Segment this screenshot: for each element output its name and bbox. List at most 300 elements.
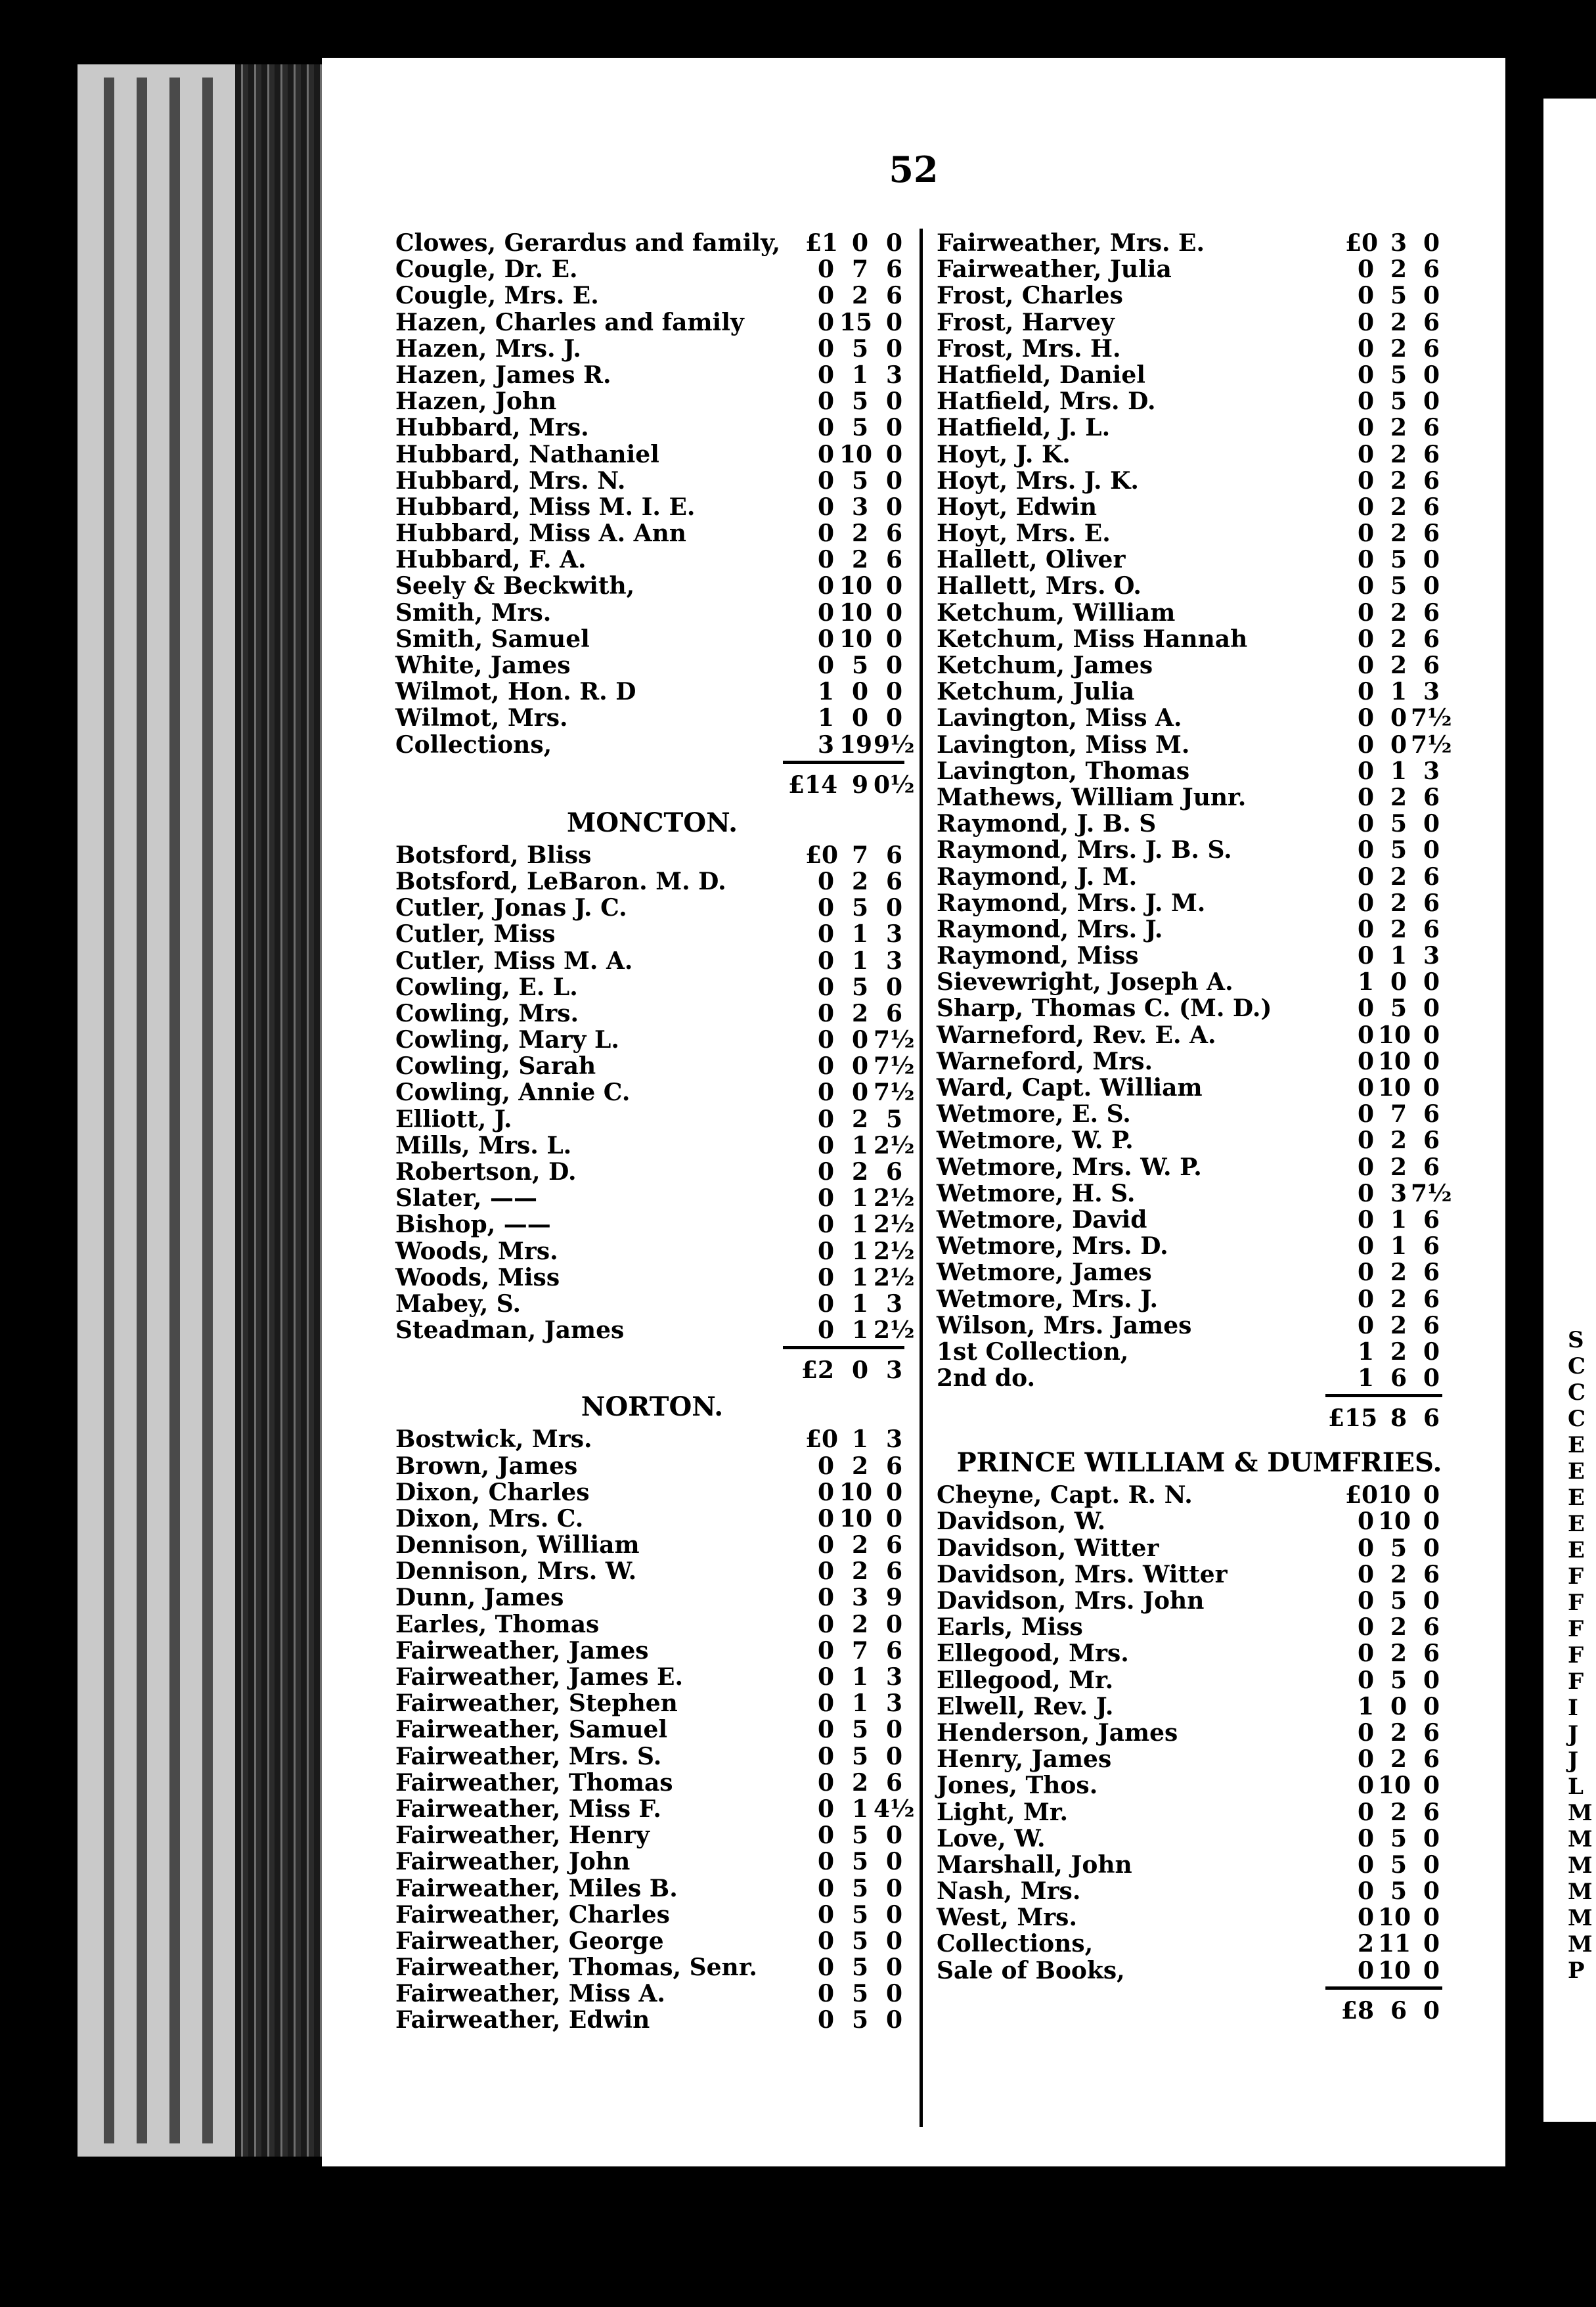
amount-pence: 6 — [885, 1158, 902, 1186]
amount-pence: 6 — [1423, 520, 1440, 548]
facing-letter: J — [1568, 1721, 1579, 1747]
amount-pence: 2½ — [874, 1316, 915, 1345]
amount-shillings: 5 — [1390, 388, 1407, 416]
facing-letter: M — [1568, 1852, 1593, 1879]
amount-shillings: 2 — [1390, 1560, 1407, 1588]
facing-letter: E — [1568, 1458, 1585, 1485]
amount-pounds: 0 — [1357, 1021, 1374, 1049]
amount-pounds: 0 — [1357, 1587, 1374, 1615]
amount-pence: 3 — [885, 947, 902, 975]
amount-pounds: 0 — [817, 282, 834, 310]
amount-pounds: 0 — [1357, 942, 1374, 970]
column-divider — [920, 229, 923, 2127]
amount-shillings: 5 — [1390, 810, 1407, 838]
amount-pounds: 0 — [817, 414, 834, 442]
amount-pounds: 0 — [817, 894, 834, 922]
amount-pence: 0 — [885, 414, 902, 442]
entry-name: Smith, Samuel — [395, 625, 590, 653]
amount-shillings: 2 — [1390, 520, 1407, 548]
entry-name: Wetmore, James — [937, 1259, 1152, 1287]
entry-name: Woods, Mrs. — [395, 1237, 558, 1265]
list-item — [395, 309, 909, 336]
amount-pounds: 0 — [1357, 546, 1374, 574]
list-item — [937, 758, 1462, 784]
entry-name: Wilson, Mrs. James — [937, 1311, 1192, 1339]
amount-shillings: 15 — [839, 308, 873, 336]
amount-pounds: 3 — [817, 730, 834, 759]
list-item — [395, 1716, 909, 1743]
amount-pounds: 1 — [1357, 1364, 1374, 1393]
list-item — [395, 1743, 909, 1770]
amount-pence: 6 — [1423, 1285, 1440, 1313]
list-item — [937, 811, 1462, 837]
amount-shillings: 10 — [839, 625, 873, 653]
amount-shillings: 7 — [851, 841, 868, 869]
amount-pence: 0 — [885, 1848, 902, 1876]
amount-pounds: £1 — [805, 229, 839, 257]
list-item — [937, 309, 1462, 336]
amount-pounds: 0 — [1357, 1259, 1374, 1287]
amount-pounds: 0 — [817, 1316, 834, 1345]
left-column — [395, 229, 915, 2034]
amount-pence: 0 — [1423, 1587, 1440, 1615]
amount-shillings: 0 — [851, 1052, 868, 1081]
amount-pence: 0 — [1423, 572, 1440, 600]
list-item — [937, 336, 1462, 362]
amount-pounds: 0 — [1357, 757, 1374, 785]
list-item — [937, 1614, 1462, 1640]
list-item — [937, 1640, 1462, 1667]
facing-letter: F — [1568, 1563, 1584, 1590]
entry-name: Cougle, Dr. E. — [395, 256, 578, 284]
amount-pence: 0 — [885, 308, 902, 336]
list-item — [395, 414, 909, 441]
amount-pence: 0 — [1423, 229, 1440, 257]
amount-shillings: 6 — [1390, 1364, 1407, 1393]
facing-letter: L — [1568, 1774, 1584, 1800]
entry-name: Frost, Harvey — [937, 308, 1115, 336]
amount-pounds: 0 — [1357, 308, 1374, 336]
list-item — [395, 1664, 909, 1690]
amount-pounds: 0 — [1357, 334, 1374, 363]
list-item — [937, 1101, 1462, 1127]
entry-name: Fairweather, George — [395, 1927, 664, 1955]
entry-name: Hubbard, Nathaniel — [395, 440, 659, 468]
entry-name: Ketchum, Julia — [937, 678, 1135, 706]
entry-name: Wetmore, E. S. — [937, 1100, 1131, 1129]
amount-shillings: 2 — [1390, 414, 1407, 442]
list-item — [937, 652, 1462, 679]
list-item — [937, 573, 1462, 599]
list-item — [395, 974, 909, 1000]
entry-name: Hoyt, Mrs. J. K. — [937, 466, 1139, 495]
amount-pounds: 0 — [1357, 730, 1374, 759]
amount-pounds: 1 — [817, 678, 834, 706]
entry-name: Fairweather, Thomas, Senr. — [395, 1954, 757, 1982]
amount-shillings: 1 — [851, 1184, 868, 1213]
amount-pounds: 0 — [817, 1874, 834, 1902]
amount-pounds: 0 — [817, 520, 834, 548]
amount-pounds: 1 — [1357, 968, 1374, 997]
amount-pence: 6 — [1423, 1613, 1440, 1642]
list-item — [395, 1000, 909, 1027]
amount-shillings: 1 — [851, 947, 868, 975]
amount-pence: 0 — [885, 1954, 902, 1982]
list-item — [937, 943, 1462, 969]
amount-shillings: 2 — [1390, 915, 1407, 943]
amount-pence: 2½ — [874, 1263, 915, 1291]
amount-pounds: 0 — [817, 1237, 834, 1265]
facing-letter: J — [1568, 1747, 1579, 1774]
amount-pence: 6 — [1423, 334, 1440, 363]
entry-name: Frost, Charles — [937, 282, 1123, 310]
list-item — [395, 1584, 909, 1611]
amount-pounds: 0 — [1357, 466, 1374, 495]
amount-pence: 0 — [885, 1716, 902, 1744]
amount-pence: 6 — [1423, 1232, 1440, 1261]
amount-pounds: 0 — [817, 572, 834, 600]
entry-name: Botsford, Bliss — [395, 841, 592, 869]
entry-name: Hoyt, J. K. — [937, 440, 1071, 468]
amount-shillings: 0 — [851, 1026, 868, 1054]
list-item — [395, 1426, 909, 1452]
entry-name: 2nd do. — [937, 1364, 1036, 1393]
amount-pounds: 0 — [1357, 995, 1374, 1023]
amount-pence: 0 — [1423, 1666, 1440, 1694]
amount-pounds: 0 — [1357, 520, 1374, 548]
amount-pence: 0 — [1423, 836, 1440, 864]
entry-name: Sharp, Thomas C. (M. D.) — [937, 995, 1272, 1023]
entry-name: Ellegood, Mr. — [937, 1666, 1114, 1694]
amount-pounds: 0 — [1357, 915, 1374, 943]
amount-pence: 6 — [1423, 1100, 1440, 1129]
amount-pounds: 0 — [817, 1079, 834, 1107]
total-pounds: £8 — [1341, 1996, 1374, 2025]
amount-shillings: 0 — [851, 678, 868, 706]
entry-name: Cutler, Miss M. A. — [395, 947, 633, 975]
document-page — [322, 58, 1505, 2166]
amount-shillings: 10 — [839, 440, 873, 468]
amount-pence: 0 — [885, 1874, 902, 1902]
amount-pence: 0 — [885, 704, 902, 732]
amount-shillings: 1 — [851, 1316, 868, 1345]
amount-pounds: 0 — [817, 652, 834, 679]
amount-pence: 0 — [1423, 361, 1440, 389]
entry-name: Ketchum, William — [937, 598, 1176, 627]
total-shillings: 0 — [851, 1356, 868, 1385]
amount-pence: 0 — [885, 1504, 902, 1533]
entry-name: Davidson, Witter — [937, 1534, 1159, 1562]
list-item — [395, 1052, 915, 1081]
amount-pence: 6 — [1423, 414, 1440, 442]
list-item — [937, 1667, 1462, 1693]
entry-name: Cowling, Sarah — [395, 1052, 596, 1081]
list-item — [395, 679, 909, 705]
list-item — [937, 1312, 1462, 1339]
amount-shillings: 5 — [1390, 1877, 1407, 1906]
amount-pence: 0 — [885, 388, 902, 416]
entry-name: Steadman, James — [395, 1316, 625, 1345]
amount-shillings: 2 — [1390, 1311, 1407, 1339]
amount-pounds: £0 — [805, 841, 839, 869]
facing-letter: F — [1568, 1669, 1584, 1695]
list-item — [937, 1365, 1462, 1391]
amount-pounds: 0 — [1357, 493, 1374, 521]
amount-pence: 7½ — [1411, 730, 1452, 759]
entry-name: Dixon, Charles — [395, 1478, 590, 1506]
list-item — [395, 921, 909, 947]
entry-name: Hatfield, J. L. — [937, 414, 1111, 442]
amount-pounds: 0 — [817, 256, 834, 284]
amount-pounds: 0 — [1357, 836, 1374, 864]
list-item — [395, 1237, 915, 1265]
amount-pence: 0 — [1423, 1877, 1440, 1906]
entry-name: Fairweather, Miss F. — [395, 1795, 661, 1823]
right-column — [937, 230, 1462, 2025]
facing-letter: F — [1568, 1590, 1584, 1616]
amount-pounds: 0 — [817, 1158, 834, 1186]
amount-shillings: 2 — [1390, 783, 1407, 811]
facing-letter: M — [1568, 1826, 1593, 1852]
amount-shillings: 1 — [851, 361, 868, 389]
list-item — [937, 1075, 1462, 1101]
amount-shillings: 5 — [851, 1900, 868, 1929]
entry-name: Cutler, Jonas J. C. — [395, 894, 627, 922]
facing-letter: M — [1568, 1800, 1593, 1826]
entry-name: Sievewright, Joseph A. — [937, 968, 1233, 997]
amount-pounds: 0 — [1357, 1824, 1374, 1852]
entry-name: Elwell, Rev. J. — [937, 1692, 1114, 1720]
amount-pounds: 0 — [1357, 889, 1374, 917]
entry-name: Raymond, Miss — [937, 942, 1139, 970]
amount-shillings: 10 — [839, 572, 873, 600]
amount-shillings: 5 — [1390, 1587, 1407, 1615]
amount-pounds: 0 — [1357, 1613, 1374, 1642]
amount-shillings: 5 — [1390, 1824, 1407, 1852]
amount-pence: 3 — [1423, 757, 1440, 785]
amount-shillings: 5 — [1390, 1850, 1407, 1879]
entry-name: Frost, Mrs. H. — [937, 334, 1121, 363]
entry-name: Lavington, Thomas — [937, 757, 1190, 785]
amount-pence: 6 — [885, 841, 902, 869]
list-item — [937, 600, 1462, 626]
amount-pence: 0 — [1423, 282, 1440, 310]
entry-name: Light, Mr. — [937, 1798, 1069, 1826]
amount-pence: 0 — [885, 973, 902, 1001]
entry-name: Fairweather, James — [395, 1636, 649, 1665]
list-item — [937, 256, 1462, 282]
list-item — [395, 2007, 909, 2033]
amount-pence: 0 — [885, 625, 902, 653]
total-rule — [783, 761, 904, 764]
list-item — [937, 995, 1462, 1021]
amount-pounds: 0 — [1357, 572, 1374, 600]
amount-pounds: 0 — [817, 440, 834, 468]
amount-pence: 6 — [1423, 783, 1440, 811]
entry-name: Wilmot, Mrs. — [395, 704, 568, 732]
entry-name: Davidson, Mrs. Witter — [937, 1560, 1228, 1588]
entry-name: White, James — [395, 652, 571, 679]
amount-pounds: 0 — [817, 867, 834, 895]
amount-pounds: 0 — [817, 308, 834, 336]
amount-pence: 0 — [885, 652, 902, 679]
amount-pence: 6 — [1423, 1127, 1440, 1155]
amount-shillings: 1 — [851, 1795, 868, 1823]
total-row — [937, 1984, 1462, 2025]
entry-name: Wetmore, Mrs. D. — [937, 1232, 1168, 1261]
amount-pounds: 0 — [817, 1584, 834, 1612]
amount-shillings: 11 — [1378, 1930, 1411, 1958]
amount-pence: 3 — [1423, 678, 1440, 706]
list-item — [937, 1048, 1462, 1075]
entry-name: Fairweather, Mrs. E. — [937, 229, 1205, 257]
entry-name: Hatfield, Mrs. D. — [937, 388, 1156, 416]
amount-shillings: 2 — [1390, 1613, 1407, 1642]
list-item — [937, 1746, 1462, 1772]
list-item — [937, 1720, 1462, 1746]
amount-shillings: 2 — [1390, 862, 1407, 891]
entry-name: Mabey, S. — [395, 1289, 521, 1318]
list-item — [937, 1772, 1462, 1799]
amount-pence: 0 — [1423, 1956, 1440, 1984]
amount-pence: 6 — [1423, 440, 1440, 468]
list-item — [395, 494, 909, 520]
entry-name: West, Mrs. — [937, 1904, 1077, 1932]
list-item — [937, 1693, 1462, 1720]
amount-pounds: 0 — [1357, 1666, 1374, 1694]
amount-pence: 6 — [1423, 1798, 1440, 1826]
list-item — [395, 1795, 915, 1823]
amount-pence: 0 — [1423, 1850, 1440, 1879]
amount-pence: 0 — [1423, 968, 1440, 997]
list-item — [395, 948, 909, 974]
list-item — [937, 626, 1462, 652]
amount-pounds: 0 — [1357, 598, 1374, 627]
amount-pence: 0 — [885, 1980, 902, 2008]
entry-name: Davidson, Mrs. John — [937, 1587, 1205, 1615]
amount-pounds: 0 — [817, 947, 834, 975]
list-item — [395, 1638, 909, 1664]
entry-name: Wetmore, David — [937, 1205, 1147, 1234]
amount-pence: 6 — [1423, 466, 1440, 495]
amount-pounds: 0 — [817, 2006, 834, 2034]
entry-name: Dunn, James — [395, 1584, 564, 1612]
amount-shillings: 10 — [1378, 1956, 1411, 1984]
list-item — [937, 1958, 1462, 1984]
amount-pence: 0 — [1423, 1772, 1440, 1800]
entry-name: Clowes, Gerardus and family, — [395, 229, 781, 257]
amount-pounds: 0 — [1357, 1508, 1374, 1536]
amount-pounds: 0 — [1357, 1311, 1374, 1339]
amount-shillings: 1 — [1390, 1205, 1407, 1234]
total-row — [937, 1391, 1462, 1432]
entry-name: Wetmore, H. S. — [937, 1179, 1136, 1207]
amount-pence: 6 — [885, 520, 902, 548]
list-item — [395, 895, 909, 921]
amount-pence: 6 — [885, 867, 902, 895]
amount-pounds: 0 — [1357, 1850, 1374, 1879]
amount-pounds: 0 — [817, 973, 834, 1001]
amount-pence: 9 — [885, 1584, 902, 1612]
amount-shillings: 5 — [851, 1954, 868, 1982]
list-item — [937, 1259, 1462, 1286]
amount-pounds: 0 — [1357, 440, 1374, 468]
list-item — [395, 282, 909, 309]
total-rule — [1325, 1394, 1442, 1397]
list-item — [395, 1532, 909, 1558]
amount-pounds: 0 — [1357, 1153, 1374, 1181]
amount-shillings: 10 — [1378, 1508, 1411, 1536]
total-shillings: 6 — [1390, 1996, 1407, 2025]
amount-shillings: 2 — [851, 1531, 868, 1559]
amount-pounds: 0 — [1357, 810, 1374, 838]
amount-pounds: 0 — [1357, 678, 1374, 706]
amount-pence: 0 — [1423, 810, 1440, 838]
entry-name: Cowling, Annie C. — [395, 1079, 631, 1107]
entry-name: Hoyt, Mrs. E. — [937, 520, 1111, 548]
entry-name: 1st Collection, — [937, 1337, 1129, 1366]
entry-name: Dennison, Mrs. W. — [395, 1557, 637, 1586]
list-item — [395, 1928, 909, 1954]
amount-shillings: 0 — [851, 704, 868, 732]
amount-shillings: 2 — [851, 867, 868, 895]
amount-pence: 0 — [885, 598, 902, 627]
entry-name: Marshall, John — [937, 1850, 1132, 1879]
amount-pounds: 0 — [817, 1105, 834, 1133]
amount-shillings: 2 — [851, 1452, 868, 1480]
list-item — [395, 1875, 909, 1902]
amount-shillings: 5 — [851, 894, 868, 922]
amount-pence: 0 — [1423, 1534, 1440, 1562]
list-item — [395, 1558, 909, 1584]
list-item — [937, 1931, 1462, 1957]
entry-name: Robertson, D. — [395, 1158, 577, 1186]
entry-name: Henry, James — [937, 1745, 1112, 1774]
amount-pence: 0 — [1423, 388, 1440, 416]
amount-shillings: 3 — [851, 1584, 868, 1612]
list-item — [937, 890, 1462, 916]
amount-pence: 0 — [1423, 1692, 1440, 1720]
amount-shillings: 2 — [1390, 493, 1407, 521]
amount-pence: 6 — [885, 1557, 902, 1586]
amount-pounds: 0 — [817, 1742, 834, 1770]
book-spine — [78, 64, 327, 2157]
amount-pounds: 0 — [817, 1822, 834, 1850]
amount-shillings: 2 — [1390, 1718, 1407, 1747]
entry-name: Lavington, Miss A. — [937, 704, 1182, 732]
amount-pence: 0 — [885, 229, 902, 257]
amount-shillings: 5 — [1390, 1534, 1407, 1562]
amount-shillings: 19 — [839, 730, 873, 759]
entry-name: Mills, Mrs. L. — [395, 1131, 572, 1159]
entry-name: Wetmore, Mrs. W. P. — [937, 1153, 1202, 1181]
amount-pounds: 0 — [817, 493, 834, 521]
amount-pence: 6 — [1423, 598, 1440, 627]
entry-name: Ketchum, James — [937, 652, 1153, 679]
amount-pounds: 0 — [817, 1927, 834, 1955]
entry-name: Ketchum, Miss Hannah — [937, 625, 1248, 653]
list-item — [937, 441, 1462, 468]
amount-pence: 2½ — [874, 1211, 915, 1239]
entry-name: Raymond, J. M. — [937, 862, 1138, 891]
total-row — [395, 1343, 909, 1384]
amount-pounds: 0 — [817, 1610, 834, 1638]
amount-pounds: 0 — [817, 1690, 834, 1718]
amount-pounds: 0 — [1357, 1904, 1374, 1932]
list-item — [395, 1316, 915, 1345]
list-item — [937, 837, 1462, 863]
amount-shillings: 1 — [851, 1289, 868, 1318]
